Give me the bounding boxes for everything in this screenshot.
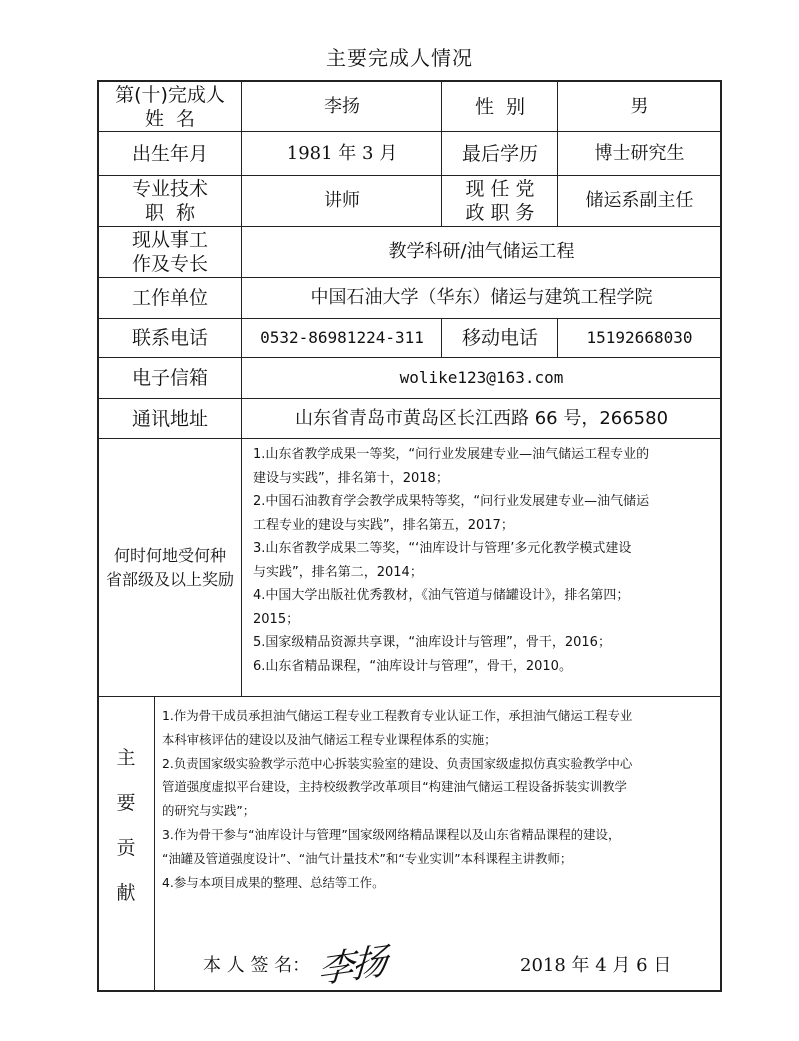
unit-value: 中国石油大学（华东）储运与建筑工程学院 [310, 287, 653, 308]
col-divider [441, 318, 442, 357]
name-label: 姓 名 [144, 107, 196, 130]
mobile-label: 移动电话 [461, 327, 538, 349]
list-item: 2.中国石油教育学会教学成果特等奖，“问行业发展建专业—油气储运 [253, 494, 650, 509]
list-item: 1.山东省教学成果一等奖，“问行业发展建专业—油气储运工程专业的 [253, 447, 650, 462]
row-divider [97, 696, 722, 697]
work-label [99, 227, 241, 277]
list-item: 4.参与本项目成果的整理、总结等工作。 [162, 874, 385, 890]
awards-label-line1: 何时何地受何种 [113, 545, 226, 565]
list-item: “油罐及管道强度设计”、“油气计量技术”和“专业实训”本科课程主讲教师； [162, 850, 573, 866]
phone-label: 联系电话 [131, 327, 208, 349]
birth-value: 1981 年 3 月 [286, 142, 398, 164]
col-divider [154, 696, 155, 992]
rank-label: 第(十)完成人 [115, 83, 225, 106]
sign-date: 2018 年 4 月 6 日 [520, 955, 672, 976]
party-post-label-line2: 政 职 务 [465, 202, 535, 224]
list-item: 2.负责国家级实验教学示范中心拆装实验室的建设、负责国家级虚拟仿真实验教学中心 [162, 755, 633, 771]
list-item: 的研究与实践”； [162, 803, 256, 819]
list-item: 5.国家级精品资源共享课，“油库设计与管理”，骨干，2016； [253, 635, 611, 650]
rank-name-label [99, 82, 241, 131]
handwritten-signature: 李扬 [316, 940, 387, 993]
work-label-line2: 作及专长 [131, 253, 208, 275]
education-label: 最后学历 [461, 142, 538, 165]
mobile-value: 15192668030 [586, 328, 693, 347]
list-item: 与实践”，排名第二，2014； [253, 564, 423, 580]
list-item: 3.山东省教学成果二等奖，“‘油库设计与管理’多元化教学模式建设 [253, 541, 632, 556]
name-value: 李扬 [324, 95, 360, 117]
gender-label: 性 别 [474, 95, 526, 118]
col-divider [557, 318, 558, 357]
list-item: 6.山东省精品课程，“油库设计与管理”，骨干，2010。 [253, 658, 572, 674]
work-label-line1: 现从事工 [131, 229, 208, 251]
unit-label: 工作单位 [131, 287, 208, 309]
prof-title-value: 讲师 [324, 190, 360, 211]
list-item: 工程专业的建设与实践”，排名第五，2017； [253, 517, 514, 533]
list-item: 3.作为骨干参与“油库设计与管理”国家级网络精品课程以及山东省精品课程的建设， [162, 826, 621, 842]
col-divider [241, 80, 242, 696]
email-label: 电子信箱 [131, 367, 208, 389]
contrib-label-char: 贡 [116, 837, 136, 859]
prof-title-label [99, 176, 241, 226]
address-value: 山东省青岛市黄岛区长江西路 66 号，266580 [294, 407, 669, 429]
party-post-label-line1: 现 任 党 [465, 178, 535, 200]
list-item: 4.中国大学出版社优秀教材，《油气管道与储罐设计》，排名第四； [253, 588, 630, 603]
list-item: 1.作为骨干成员承担油气储运工程专业工程教育专业认证工作，承担油气储运工程专业 [162, 708, 633, 723]
contrib-label-char: 献 [116, 882, 136, 904]
contrib-label-char: 要 [116, 792, 136, 814]
party-post-label [443, 176, 557, 226]
email-value: wolike123@163.com [399, 368, 564, 387]
contrib-list [162, 704, 718, 894]
contrib-label-char: 主 [116, 747, 136, 769]
address-label: 通讯地址 [131, 407, 208, 430]
contrib-label [98, 736, 154, 916]
gender-value: 男 [630, 95, 649, 117]
awards-label-line2: 省部级及以上奖励 [105, 569, 234, 589]
prof-title-label-line2: 职 称 [144, 202, 196, 224]
col-divider [557, 80, 558, 226]
party-post-value: 储运系副主任 [585, 190, 694, 211]
col-divider [441, 80, 442, 226]
phone-value: 0532-86981224-311 [260, 328, 424, 347]
page-title: 主要完成人情况 [326, 46, 473, 70]
birth-label: 出生年月 [131, 142, 208, 165]
awards-list [253, 443, 718, 678]
signature-label: 本 人 签 名： [203, 955, 311, 976]
list-item: 本科审核评估的建设以及油气储运工程专业课程体系的实施； [162, 731, 497, 747]
list-item: 2015； [253, 611, 300, 627]
awards-label [99, 439, 241, 696]
work-value: 教学科研/油气储运工程 [388, 241, 575, 262]
prof-title-label-line1: 专业技术 [131, 178, 208, 200]
list-item: 管道强度虚拟平台建设，主持校级教学改革项目“构建油气储运工程设备拆装实训教学 [162, 779, 627, 795]
education-value: 博士研究生 [594, 142, 685, 164]
list-item: 建设与实践”，排名第十，2018； [253, 470, 449, 486]
